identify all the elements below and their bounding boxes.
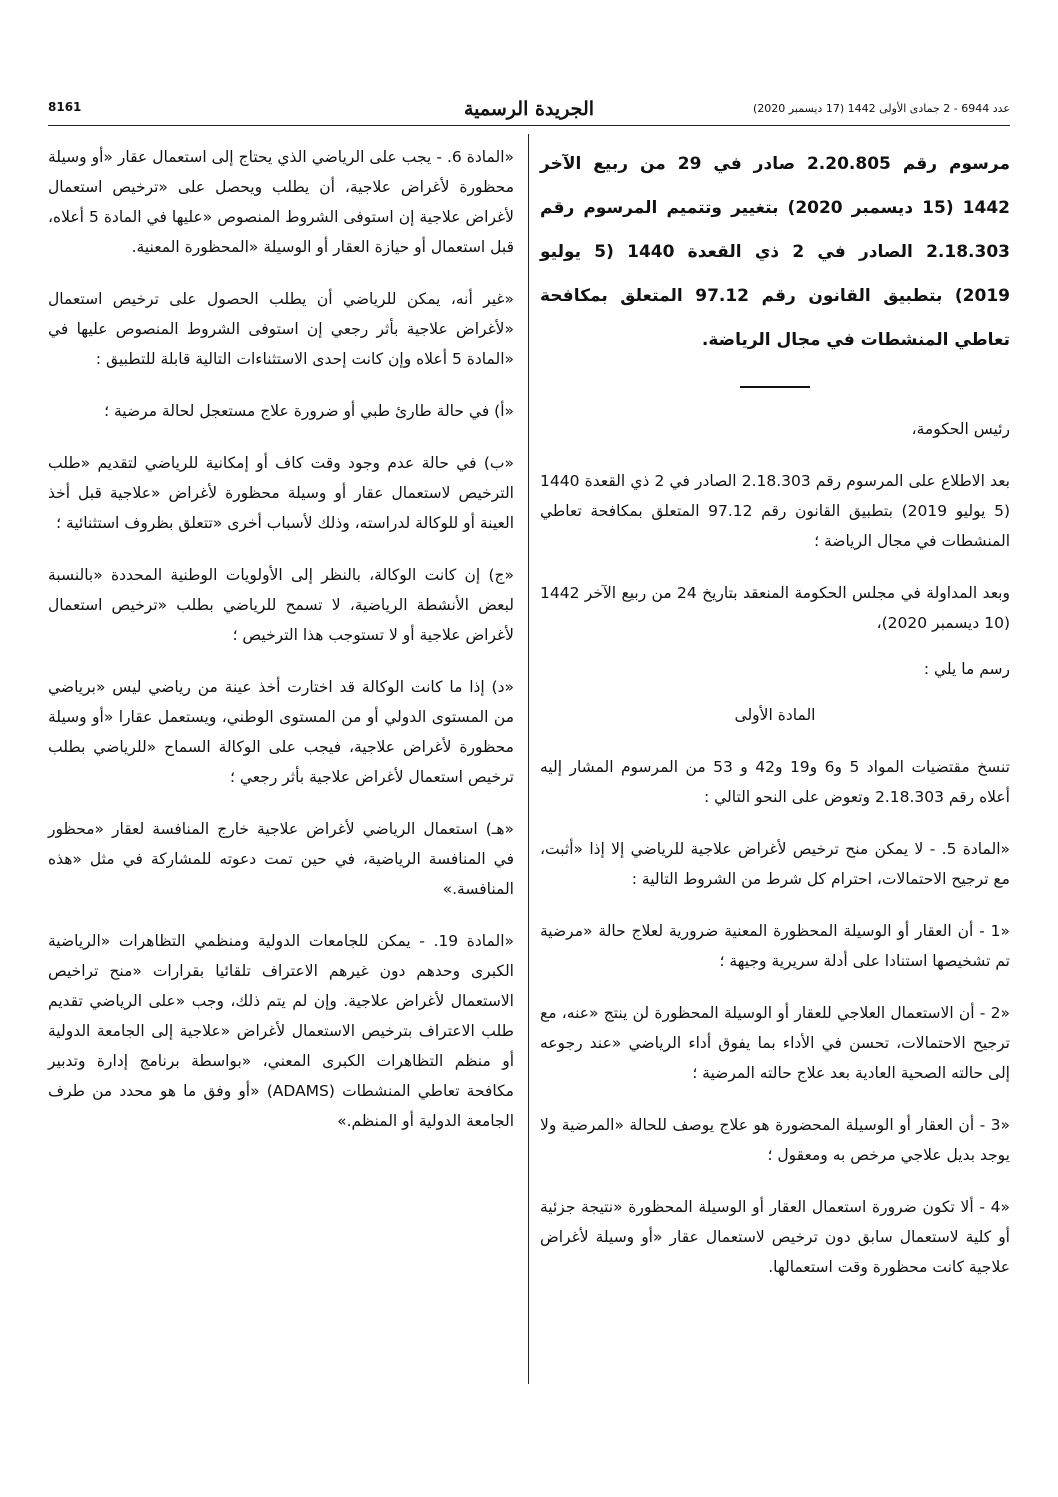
- article-body: تنسخ مقتضيات المواد 5 و6 و19 و42 و 53 من المرسوم المشار إليه أعلاه رقم 2.18.303 وتعوض على النحو التالي :: [540, 758, 1010, 806]
- head-of-government: رئيس الحكومة،: [911, 420, 1010, 438]
- article19: «المادة 19. - يمكن للجامعات الدولية ومنظمي التظاهرات «الرياضية الكبرى وحدهم دون غيرهم الاعتراف تلقائيا بقرارات «منح تراخيص الاستعمال لأغراض علاجية. وإن لم يتم ذلك، وجب «على الرياضي تقديم طلب الاعتراف بترخيص الاستعمال لأغراض «علاجية إلى الجامعة الدولية أو منظم التظاهرات الكبرى المعني، «بواسطة برنامج إدارة وتدبير مكافحة تعاطي المنشطات (ADAMS) «أو وفق ما هو محدد من طرف الجامعة الدولية أو المنظم.»: [48, 932, 514, 1130]
- right-column: [540, 142, 1010, 1282]
- condition-1: «1 - أن العقار أو الوسيلة المحظورة المعنية ضرورية لعلاج حالة «مرضية تم تشخيصها استنادا على أدلة سريرية وجيهة ؛: [540, 922, 1010, 970]
- condition-4: «4 - ألا تكون ضرورة استعمال العقار أو الوسيلة المحظورة «نتيجة جزئية أو كلية لاستعمال سابق دون ترخيص لاستعمال عقار «أو وسيلة لأغراض علاجية كانت محظورة وقت استعمالها.: [540, 1198, 1010, 1276]
- header-rule: [48, 125, 1010, 126]
- page-number: 8161: [48, 100, 82, 114]
- article-title: المادة الأولى: [734, 706, 816, 724]
- exception-b: «ب) في حالة عدم وجود وقت كاف أو إمكانية للرياضي لتقديم «طلب الترخيص لاستعمال عقار أو وسيلة محظورة لأغراض «علاجية قبل أخذ العينة أو للوكالة لدراسته، وذلك لأسباب أخرى «تتعلق بظروف استثنائية ؛: [48, 454, 514, 532]
- issue-info: عدد 6944 - 2 جمادى الأولى 1442 (17 ديسمبر 2020): [753, 102, 1010, 115]
- condition-2: «2 - أن الاستعمال العلاجي للعقار أو الوسيلة المحظورة لن ينتج «عنه، مع ترجيح الاحتمالات، تحسن في الأداء بما يفوق أداء الرياضي «عند رجوعه إلى حالته الصحية العادية بعد علاج حالته المرضية ؛: [540, 1004, 1010, 1082]
- considering-2: وبعد المداولة في مجلس الحكومة المنعقد بتاريخ 24 من ربيع الآخر 1442 (10 ديسمبر 2020)،: [540, 584, 1010, 632]
- exception-a: «أ) في حالة طارئ طبي أو ضرورة علاج مستعجل لحالة مرضية ؛: [104, 402, 514, 420]
- exception-c: «ج) إن كانت الوكالة، بالنظر إلى الأولويات الوطنية المحددة «بالنسبة لبعض الأنشطة الرياضية، لا تسمح للرياضي بطلب «ترخيص استعمال لأغراض علاجية أو لا تستوجب هذا الترخيص ؛: [48, 566, 514, 644]
- left-column: [48, 142, 514, 1136]
- decreed-line: رسم ما يلي :: [923, 660, 1010, 678]
- article6-however: «غير أنه، يمكن للرياضي أن يطلب الحصول على ترخيص استعمال «لأغراض علاجية بأثر رجعي إن استوفى الشروط المنصوص عليها في «المادة 5 أعلاه وإن كانت إحدى الاستثناءات التالية قابلة للتطبيق :: [48, 290, 514, 368]
- exception-d: «د) إذا ما كانت الوكالة قد اختارت أخذ عينة من رياضي ليس «برياضي من المستوى الدولي أو من المستوى الوطني، ويستعمل عقارا «أو وسيلة محظورة لأغراض علاجية، فيجب على الوكالة السماح «للرياضي بطلب ترخيص استعمال لأغراض علاجية بأثر رجعي ؛: [48, 678, 514, 786]
- page-header: [48, 98, 1010, 126]
- journal-title: الجريدة الرسمية: [463, 98, 595, 120]
- article6: «المادة 6. - يجب على الرياضي الذي يحتاج إلى استعمال عقار «أو وسيلة محظورة لأغراض علاجية، أن يطلب ويحصل على «ترخيص استعمال لأغراض علاجية إن استوفى الشروط المنصوص «عليها في المادة 5 أعلاه، قبل استعمال أو حيازة العقار أو الوسيلة «المحظورة المعنية.: [48, 148, 514, 256]
- article5-intro: «المادة 5. - لا يمكن منح ترخيص لأغراض علاجية للرياضي إلا إذا «أثبت، مع ترجيح الاحتمالات، احترام كل شرط من الشروط التالية :: [540, 840, 1010, 888]
- title-divider: [740, 386, 810, 388]
- condition-3: «3 - أن العقار أو الوسيلة المحضورة هو علاج يوصف للحالة «المرضية ولا يوجد بديل علاجي مرخص به ومعقول ؛: [540, 1116, 1010, 1164]
- exception-e: «هـ) استعمال الرياضي لأغراض علاجية خارج المنافسة لعقار «محظور في المنافسة الرياضية، في حين تمت دعوته للمشاركة في مثل «هذه المنافسة.»: [48, 820, 514, 898]
- considering-1: بعد الاطلاع على المرسوم رقم 2.18.303 الصادر في 2 ذي القعدة 1440 (5 يوليو 2019) بتطبيق القانون رقم 97.12 المتعلق بمكافحة تعاطي المنشطات في مجال الرياضة ؛: [540, 472, 1010, 550]
- column-divider: [528, 134, 529, 1384]
- decree-title: مرسوم رقم 2.20.805 صادر في 29 من ربيع الآخر 1442 (15 ديسمبر 2020) بتغيير وتتميم المرسوم رقم 2.18.303 الصادر في 2 ذي القعدة 1440 (5 يوليو 2019) بتطبيق القانون رقم 97.12 المتعلق بمكافحة تعاطي المنشطات في مجال الرياضة.: [540, 154, 1010, 350]
